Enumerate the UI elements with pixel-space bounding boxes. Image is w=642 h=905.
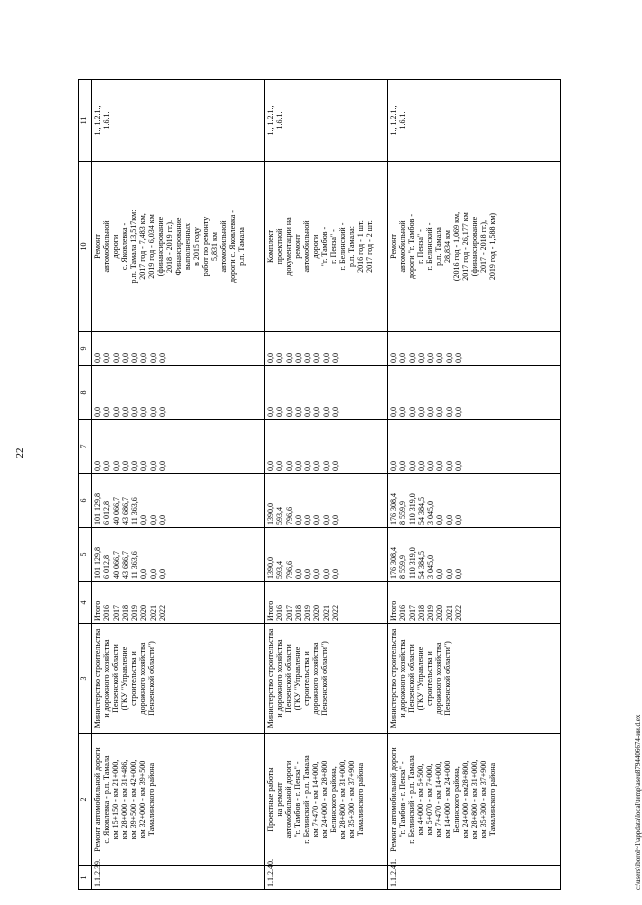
federal-budget [92, 420, 265, 474]
regional-budget-value: 8 559,9 [398, 501, 408, 525]
regional-budget-value: 0,0 [444, 515, 454, 525]
local-budget-value: 0,0 [111, 407, 121, 417]
year-list-value: 2020 [312, 605, 322, 621]
local-budget-value: 0,0 [435, 407, 445, 417]
other-sources-value: 0,0 [130, 353, 140, 363]
header-cell: 10 [79, 162, 92, 332]
header-row [79, 80, 92, 890]
local-budget-value: 0,0 [407, 407, 417, 417]
regional-budget-value: 796,6 [284, 507, 294, 525]
regional-budget-value: 0,0 [303, 515, 313, 525]
expected-result-text: Ремонт автомобильной дороги "г. Тамбов - г. Пенза" - г. Белинский - р.п. Тамала 28,834 км (2016 год - 1,069 км, 2017 год - 26,177 км (финансирование 2017 - 2018 гг.), 2019 год - 1,588 км) [389, 211, 497, 282]
local-budget-value: 0,0 [444, 407, 454, 417]
other-sources-value: 0,0 [93, 353, 102, 363]
total-funding-value: 6 012,8 [102, 555, 112, 579]
other-sources-value: 0,0 [111, 353, 121, 363]
other-sources-value: 0,0 [158, 353, 168, 363]
regional-budget-value: 0,0 [331, 515, 341, 525]
year-list-value: 2018 [416, 605, 426, 621]
regional-budget-value: 0,0 [312, 515, 322, 525]
total-funding-value: 11 363,6 [130, 551, 140, 579]
activity-name-text: Ремонт автомобильной дороги с. Яковлевка - р.п. Тамала км 15+150 - км 21+000, км 28+000 - км 31+486, км 39+500 - км 42+000, км 32+000 - км 39+500 Тамалинского района [93, 747, 156, 852]
federal-budget-value: 0,0 [130, 461, 140, 471]
federal-budget-value: 0,0 [416, 461, 426, 471]
year-list-value: 2018 [293, 605, 303, 621]
other-sources-value: 0,0 [139, 353, 149, 363]
federal-budget-value: 0,0 [312, 461, 322, 471]
indicator-ref-text: 1., 1.2.1., 1.6.1. [266, 105, 284, 136]
federal-budget-value: 0,0 [435, 461, 445, 471]
local-budget-value: 0,0 [426, 407, 436, 417]
other-sources-value: 0,0 [426, 353, 436, 363]
regional-budget-value: 3 045,0 [426, 501, 436, 525]
total-funding-value: 1390,0 [266, 557, 275, 579]
other-sources-value: 0,0 [407, 353, 417, 363]
other-sources-value: 0,0 [444, 353, 454, 363]
year-list-value: 2021 [321, 605, 331, 621]
row-id-text: 1.1.2.40. [266, 859, 275, 887]
year-list-value: 2020 [435, 605, 445, 621]
executor [92, 624, 265, 734]
year-list-value: 2018 [120, 605, 130, 621]
total-funding-value: 796,6 [284, 561, 294, 579]
federal-budget-value: 0,0 [93, 461, 102, 471]
local-budget-value: 0,0 [120, 407, 130, 417]
indicator-ref [92, 80, 265, 162]
program-table [78, 79, 561, 890]
executor-text: Министерство строительства и дорожного хозяйства Пензенской области (ГКУ "Управление строительства и дорожного хозяйства Пензенской области") [93, 628, 156, 729]
local-budget-value: 0,0 [284, 407, 294, 417]
activity-name [265, 734, 388, 866]
regional-budget-value: 0,0 [158, 515, 168, 525]
indicator-ref [265, 80, 388, 162]
federal-budget-value: 0,0 [407, 461, 417, 471]
executor [388, 624, 561, 734]
federal-budget-value: 0,0 [331, 461, 341, 471]
header-cell: 2 [79, 734, 92, 866]
local-budget-value: 0,0 [293, 407, 303, 417]
other-sources-value: 0,0 [266, 353, 275, 363]
total-funding-value: 3 045,0 [426, 555, 436, 579]
federal-budget-value: 0,0 [120, 461, 130, 471]
table-row [92, 80, 265, 890]
total-funding-value: 43 686,7 [120, 551, 130, 579]
header-cell: 1 [79, 866, 92, 890]
year-list-value: Итого [389, 600, 398, 621]
other-sources-value: 0,0 [321, 353, 331, 363]
local-budget-value: 0,0 [93, 407, 102, 417]
activity-name [92, 734, 265, 866]
regional-budget-value: 0,0 [139, 515, 149, 525]
regional-budget-value: 11 363,6 [130, 497, 140, 525]
local-budget-value: 0,0 [266, 407, 275, 417]
year-list-value: 2016 [398, 605, 408, 621]
other-sources-value: 0,0 [284, 353, 294, 363]
header-cell: 4 [79, 582, 92, 624]
year-list-value: 2019 [303, 605, 313, 621]
local-budget-value: 0,0 [139, 407, 149, 417]
local-budget-value: 0,0 [312, 407, 322, 417]
local-budget [92, 366, 265, 420]
local-budget-value: 0,0 [275, 407, 285, 417]
rotated-page [78, 80, 642, 890]
total-funding-value: 0,0 [444, 569, 454, 579]
year-list-value: 2017 [284, 605, 294, 621]
year-list-value: 2019 [130, 605, 140, 621]
total-funding-value: 0,0 [435, 569, 445, 579]
year-list-value: Итого [93, 600, 102, 621]
federal-budget-value: 0,0 [303, 461, 313, 471]
other-sources-value: 0,0 [398, 353, 408, 363]
indicator-ref-text: 1., 1.2.1., 1.6.1. [389, 105, 407, 136]
federal-budget-value: 0,0 [444, 461, 454, 471]
table-row [388, 80, 561, 890]
local-budget-value: 0,0 [321, 407, 331, 417]
total-funding-value: 110 319,0 [407, 547, 417, 579]
regional-budget-value: 6 012,8 [102, 501, 112, 525]
other-sources [265, 332, 388, 366]
year-list-value: 2022 [158, 605, 168, 621]
header-cell: 5 [79, 528, 92, 582]
federal-budget [388, 420, 561, 474]
year-list-value: 2020 [139, 605, 149, 621]
other-sources-value: 0,0 [148, 353, 158, 363]
total-funding [92, 528, 265, 582]
row-id [265, 859, 388, 890]
local-budget-value: 0,0 [158, 407, 168, 417]
regional-budget [265, 474, 388, 528]
local-budget-value: 0,0 [389, 407, 398, 417]
header-cell: 8 [79, 366, 92, 420]
total-funding [388, 528, 561, 582]
local-budget-value: 0,0 [416, 407, 426, 417]
total-funding-value: 101 129,8 [93, 547, 102, 579]
year-list-value: 2022 [454, 605, 464, 621]
local-budget-value: 0,0 [148, 407, 158, 417]
total-funding-value: 0,0 [331, 569, 341, 579]
year-list-value: 2016 [275, 605, 285, 621]
executor-text: Министерство строительства и дорожного хозяйства Пензенской области (ГКУ "Управление строительства и дорожного хозяйства Пензенской области") [389, 628, 452, 729]
federal-budget-value: 0,0 [102, 461, 112, 471]
other-sources-value: 0,0 [389, 353, 398, 363]
regional-budget-value: 1390,0 [266, 503, 275, 525]
regional-budget-value: 110 319,0 [407, 493, 417, 525]
table-row [265, 80, 388, 890]
activity-name-text: Ремонт автомобильной дороги "г. Тамбов - г. Пенза" - г. Белинский - р.п. Тамала км 4+000 - км 5+500, км 5+070 - км 7+000, км 7+470 - км 14+000, км 14+000 - км 24+000 Белинского района, км 24+000 - км28+800, км 28+800 - км 31+000, км 35+300 - км 37+900 Тамалинского района [389, 747, 497, 852]
year-list [388, 582, 561, 624]
local-budget-value: 0,0 [398, 407, 408, 417]
total-funding-value: 176 308,4 [389, 547, 398, 579]
year-list [265, 582, 388, 624]
year-list-value: 2016 [102, 605, 112, 621]
regional-budget-value: 54 384,5 [416, 497, 426, 525]
other-sources-value: 0,0 [435, 353, 445, 363]
federal-budget-value: 0,0 [148, 461, 158, 471]
other-sources-value: 0,0 [416, 353, 426, 363]
total-funding-value: 40 066,7 [111, 551, 121, 579]
total-funding-value: 0,0 [454, 569, 464, 579]
other-sources-value: 0,0 [120, 353, 130, 363]
federal-budget-value: 0,0 [321, 461, 331, 471]
regional-budget [92, 474, 265, 528]
year-list-value: 2021 [148, 605, 158, 621]
expected-result [388, 162, 561, 332]
federal-budget-value: 0,0 [426, 461, 436, 471]
regional-budget [388, 474, 561, 528]
year-list-value: Итого [266, 600, 275, 621]
federal-budget-value: 0,0 [398, 461, 408, 471]
regional-budget-value: 0,0 [435, 515, 445, 525]
local-budget-value: 0,0 [130, 407, 140, 417]
other-sources-value: 0,0 [293, 353, 303, 363]
federal-budget-value: 0,0 [158, 461, 168, 471]
total-funding-value: 0,0 [312, 569, 322, 579]
header-cell: 11 [79, 80, 92, 162]
regional-budget-value: 0,0 [148, 515, 158, 525]
total-funding-value: 54 384,5 [416, 551, 426, 579]
total-funding-value: 593,4 [275, 561, 285, 579]
federal-budget-value: 0,0 [293, 461, 303, 471]
regional-budget-value: 0,0 [321, 515, 331, 525]
other-sources-value: 0,0 [312, 353, 322, 363]
indicator-ref-text: 1., 1.2.1., 1.6.1. [93, 105, 111, 136]
other-sources [388, 332, 561, 366]
activity-name-text: Проектные работы на ремонт автомобильной дороги "г. Тамбов - г. Пенза" - г. Белинский - р.п. Тамала км 7+470 - км 14+000, км 24+000 - км 28+800 Белинского района, км 28+800 - км 31+000, км 35+300 - км 37+900 Тамалинского района [266, 755, 365, 844]
row-id-text: 1.1.2.41. [389, 859, 398, 887]
federal-budget-value: 0,0 [139, 461, 149, 471]
year-list-value: 2021 [444, 605, 454, 621]
other-sources-value: 0,0 [303, 353, 313, 363]
federal-budget-value: 0,0 [275, 461, 285, 471]
total-funding-value: 0,0 [321, 569, 331, 579]
row-id-text: 1.1.2.39. [93, 859, 102, 887]
other-sources-value: 0,0 [331, 353, 341, 363]
indicator-ref [388, 80, 561, 162]
total-funding-value: 0,0 [293, 569, 303, 579]
header-cell: 7 [79, 420, 92, 474]
year-list-value: 2017 [407, 605, 417, 621]
activity-name [388, 734, 561, 866]
other-sources [92, 332, 265, 366]
regional-budget-value: 0,0 [454, 515, 464, 525]
expected-result-text: Комплект проектной документации на ремонт автомобильной дороги "г. Тамбов - г. Пенза" - г. Белинский - р.п. Тамала: 2016 год - 1 шт. 2017 год - 2 шт. [266, 217, 374, 276]
federal-budget-value: 0,0 [454, 461, 464, 471]
page-number: 22 [14, 447, 26, 459]
row-id [388, 859, 561, 890]
total-funding-value: 0,0 [158, 569, 168, 579]
federal-budget-value: 0,0 [284, 461, 294, 471]
federal-budget-value: 0,0 [111, 461, 121, 471]
expected-result [265, 162, 388, 332]
regional-budget-value: 43 686,7 [120, 497, 130, 525]
row-id [92, 859, 265, 890]
year-list [92, 582, 265, 624]
other-sources-value: 0,0 [275, 353, 285, 363]
regional-budget-value: 101 129,8 [93, 493, 102, 525]
executor-text: Министерство строительства и дорожного хозяйства Пензенской области (ГКУ "Управление строительства и дорожного хозяйства Пензенской области") [266, 628, 329, 729]
regional-budget-value: 176 308,4 [389, 493, 398, 525]
regional-budget-value: 0,0 [293, 515, 303, 525]
federal-budget-value: 0,0 [389, 461, 398, 471]
year-list-value: 2019 [426, 605, 436, 621]
total-funding-value: 8 559,9 [398, 555, 408, 579]
local-budget-value: 0,0 [454, 407, 464, 417]
total-funding-value: 0,0 [148, 569, 158, 579]
local-budget-value: 0,0 [102, 407, 112, 417]
federal-budget [265, 420, 388, 474]
header-cell: 3 [79, 624, 92, 734]
other-sources-value: 0,0 [102, 353, 112, 363]
other-sources-value: 0,0 [454, 353, 464, 363]
federal-budget-value: 0,0 [266, 461, 275, 471]
year-list-value: 2022 [331, 605, 341, 621]
executor [265, 624, 388, 734]
total-funding-value: 0,0 [139, 569, 149, 579]
local-budget [388, 366, 561, 420]
local-budget-value: 0,0 [303, 407, 313, 417]
header-cell: 9 [79, 332, 92, 366]
local-budget-value: 0,0 [331, 407, 341, 417]
expected-result [92, 162, 265, 332]
total-funding-value: 0,0 [303, 569, 313, 579]
year-list-value: 2017 [111, 605, 121, 621]
regional-budget-value: 593,4 [275, 507, 285, 525]
header-cell: 6 [79, 474, 92, 528]
expected-result-text: Ремонт автомобильной дороги с. Яковлевка - р.п. Тамала 13,517км: 2017 год - 7,483 км, 2019 год - 6,034 км (финансирование 2018 - 2019 гг.). Финансирование выполненных в 2015 году работ по ремонту 5,831 км автомобильной дороги с. Яковлевка - р.п. Тамала [93, 209, 246, 284]
local-budget [265, 366, 388, 420]
total-funding [265, 528, 388, 582]
regional-budget-value: 40 066,7 [111, 497, 121, 525]
file-path-footer: c:\users\iborol~1\appdata\local\temp\aseu8794406674-ии.d.ex [634, 714, 642, 890]
